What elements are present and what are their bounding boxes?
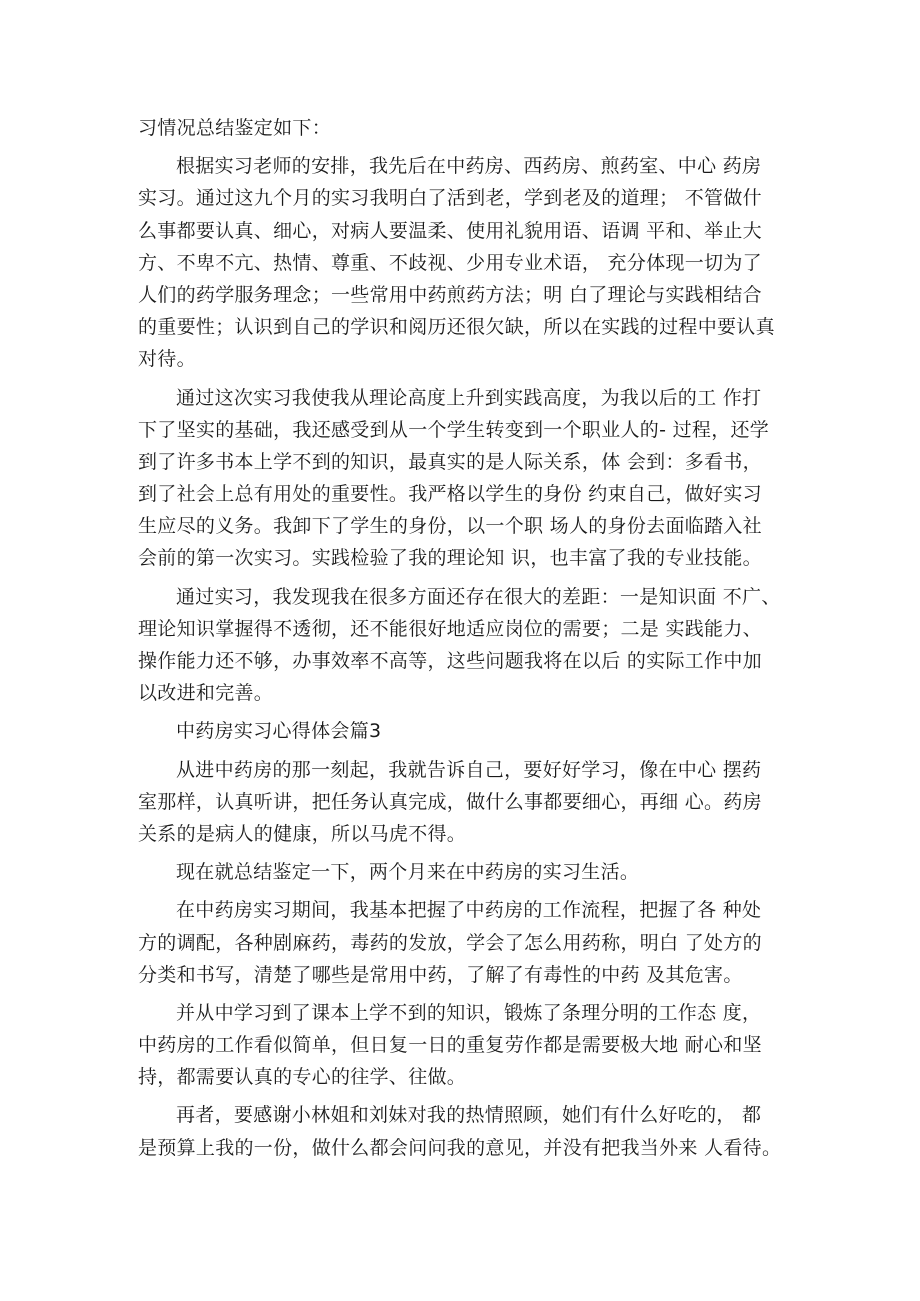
paragraph <box>138 754 806 851</box>
text-line: 通过实习，我发现我在很多方面还存在很大的差距：一是知识面 不广、 <box>176 585 781 608</box>
text-line: 的重要性；认识到自己的学识和阅历还很欠缺，所以在实践的过程中要认真 <box>138 316 775 339</box>
text-line: 并从中学习到了课本上学不到的知识，锻炼了条理分明的工作态 度， <box>176 1001 762 1024</box>
text-line: 下了坚实的基础，我还感受到从一个学生转变到一个职业人的- 过程，还学 <box>138 418 770 441</box>
text-line: 理论知识掌握得不透彻，还不能很好地适应岗位的需要；二是 实践能力、 <box>138 617 762 640</box>
text-line: 方、不卑不亢、热情、尊重、不歧视、少用专业术语， 充分体现一切为了 <box>138 251 762 274</box>
text-line: 中药房实习心得体会篇3 <box>176 720 382 743</box>
text-line: 到了社会上总有用处的重要性。我严格以学生的身份 约束自己，做好实习 <box>138 483 762 506</box>
text-line: 通过这次实习我使我从理论高度上升到实践高度，为我以后的工 作打 <box>176 386 762 409</box>
text-line: 生应尽的义务。我卸下了学生的身份，以一个职 场人的身份去面临踏入社 <box>138 515 762 538</box>
text-line: 人们的药学服务理念；一些常用中药煎药方法；明 白了理论与实践相结合 <box>138 283 762 306</box>
text-line: 方的调配，各种剧麻药，毒药的发放，学会了怎么用药称，明白 了处方的 <box>138 931 762 954</box>
text-line: 从进中药房的那一刻起，我就告诉自己，要好好学习，像在中心 摆药 <box>176 758 762 781</box>
paragraph <box>138 997 806 1094</box>
paragraph <box>138 150 806 375</box>
text-line: 是预算上我的一份，做什么都会问问我的意见，并没有把我当外来 人看待。 <box>138 1136 782 1159</box>
paragraph <box>138 715 806 747</box>
text-line: 根据实习老师的安排，我先后在中药房、西药房、煎药室、中心 药房 <box>176 155 762 178</box>
text-line: 再者，要感谢小林姐和刘妹对我的热情照顾，她们有什么好吃的， 都 <box>176 1104 762 1127</box>
text-line: 操作能力还不够，办事效率不高等，这些问题我将在以后 的实际工作中加 <box>138 650 762 672</box>
paragraph <box>138 382 806 575</box>
paragraph <box>138 1099 806 1163</box>
text-line: 持，都需要认真的专心的往学、往做。 <box>138 1066 467 1089</box>
text-line: 会前的第一次实习。实践检验了我的理论知 识，也丰富了我的专业技能。 <box>138 547 762 570</box>
document-body <box>138 112 806 1164</box>
text-line: 在中药房实习期间，我基本把握了中药房的工作流程，把握了各 种处 <box>176 899 762 922</box>
text-line: 关系的是病人的健康，所以马虎不得。 <box>138 822 467 845</box>
paragraph <box>138 894 806 991</box>
text-line: 实习。通过这九个月的实习我明白了活到老，学到老及的道理； 不管做什 <box>138 187 762 210</box>
text-line: 现在就总结鉴定一下，两个月来在中药房的实习生活。 <box>176 861 640 884</box>
text-line: 习情况总结鉴定如下： <box>138 117 332 139</box>
text-line: 对待。 <box>138 348 196 371</box>
text-line: 以改进和完善。 <box>138 682 274 705</box>
paragraph <box>138 856 806 888</box>
text-line: 室那样，认真听讲，把任务认真完成，做什么事都要细心，再细 心。药房 <box>138 790 762 813</box>
text-line: 到了许多书本上学不到的知识，最真实的是人际关系，体 会到：多看书， <box>138 450 762 473</box>
paragraph <box>138 112 806 144</box>
text-line: 中药房的工作看似简单，但日复一日的重复劳作都是需要极大地 耐心和坚 <box>138 1034 762 1057</box>
paragraph <box>138 581 806 710</box>
text-line: 分类和书写，清楚了哪些是常用中药，了解了有毒性的中药 及其危害。 <box>138 963 743 986</box>
text-line: 么事都要认真、细心，对病人要温柔、使用礼貌用语、语调 平和、举止大 <box>138 219 762 242</box>
